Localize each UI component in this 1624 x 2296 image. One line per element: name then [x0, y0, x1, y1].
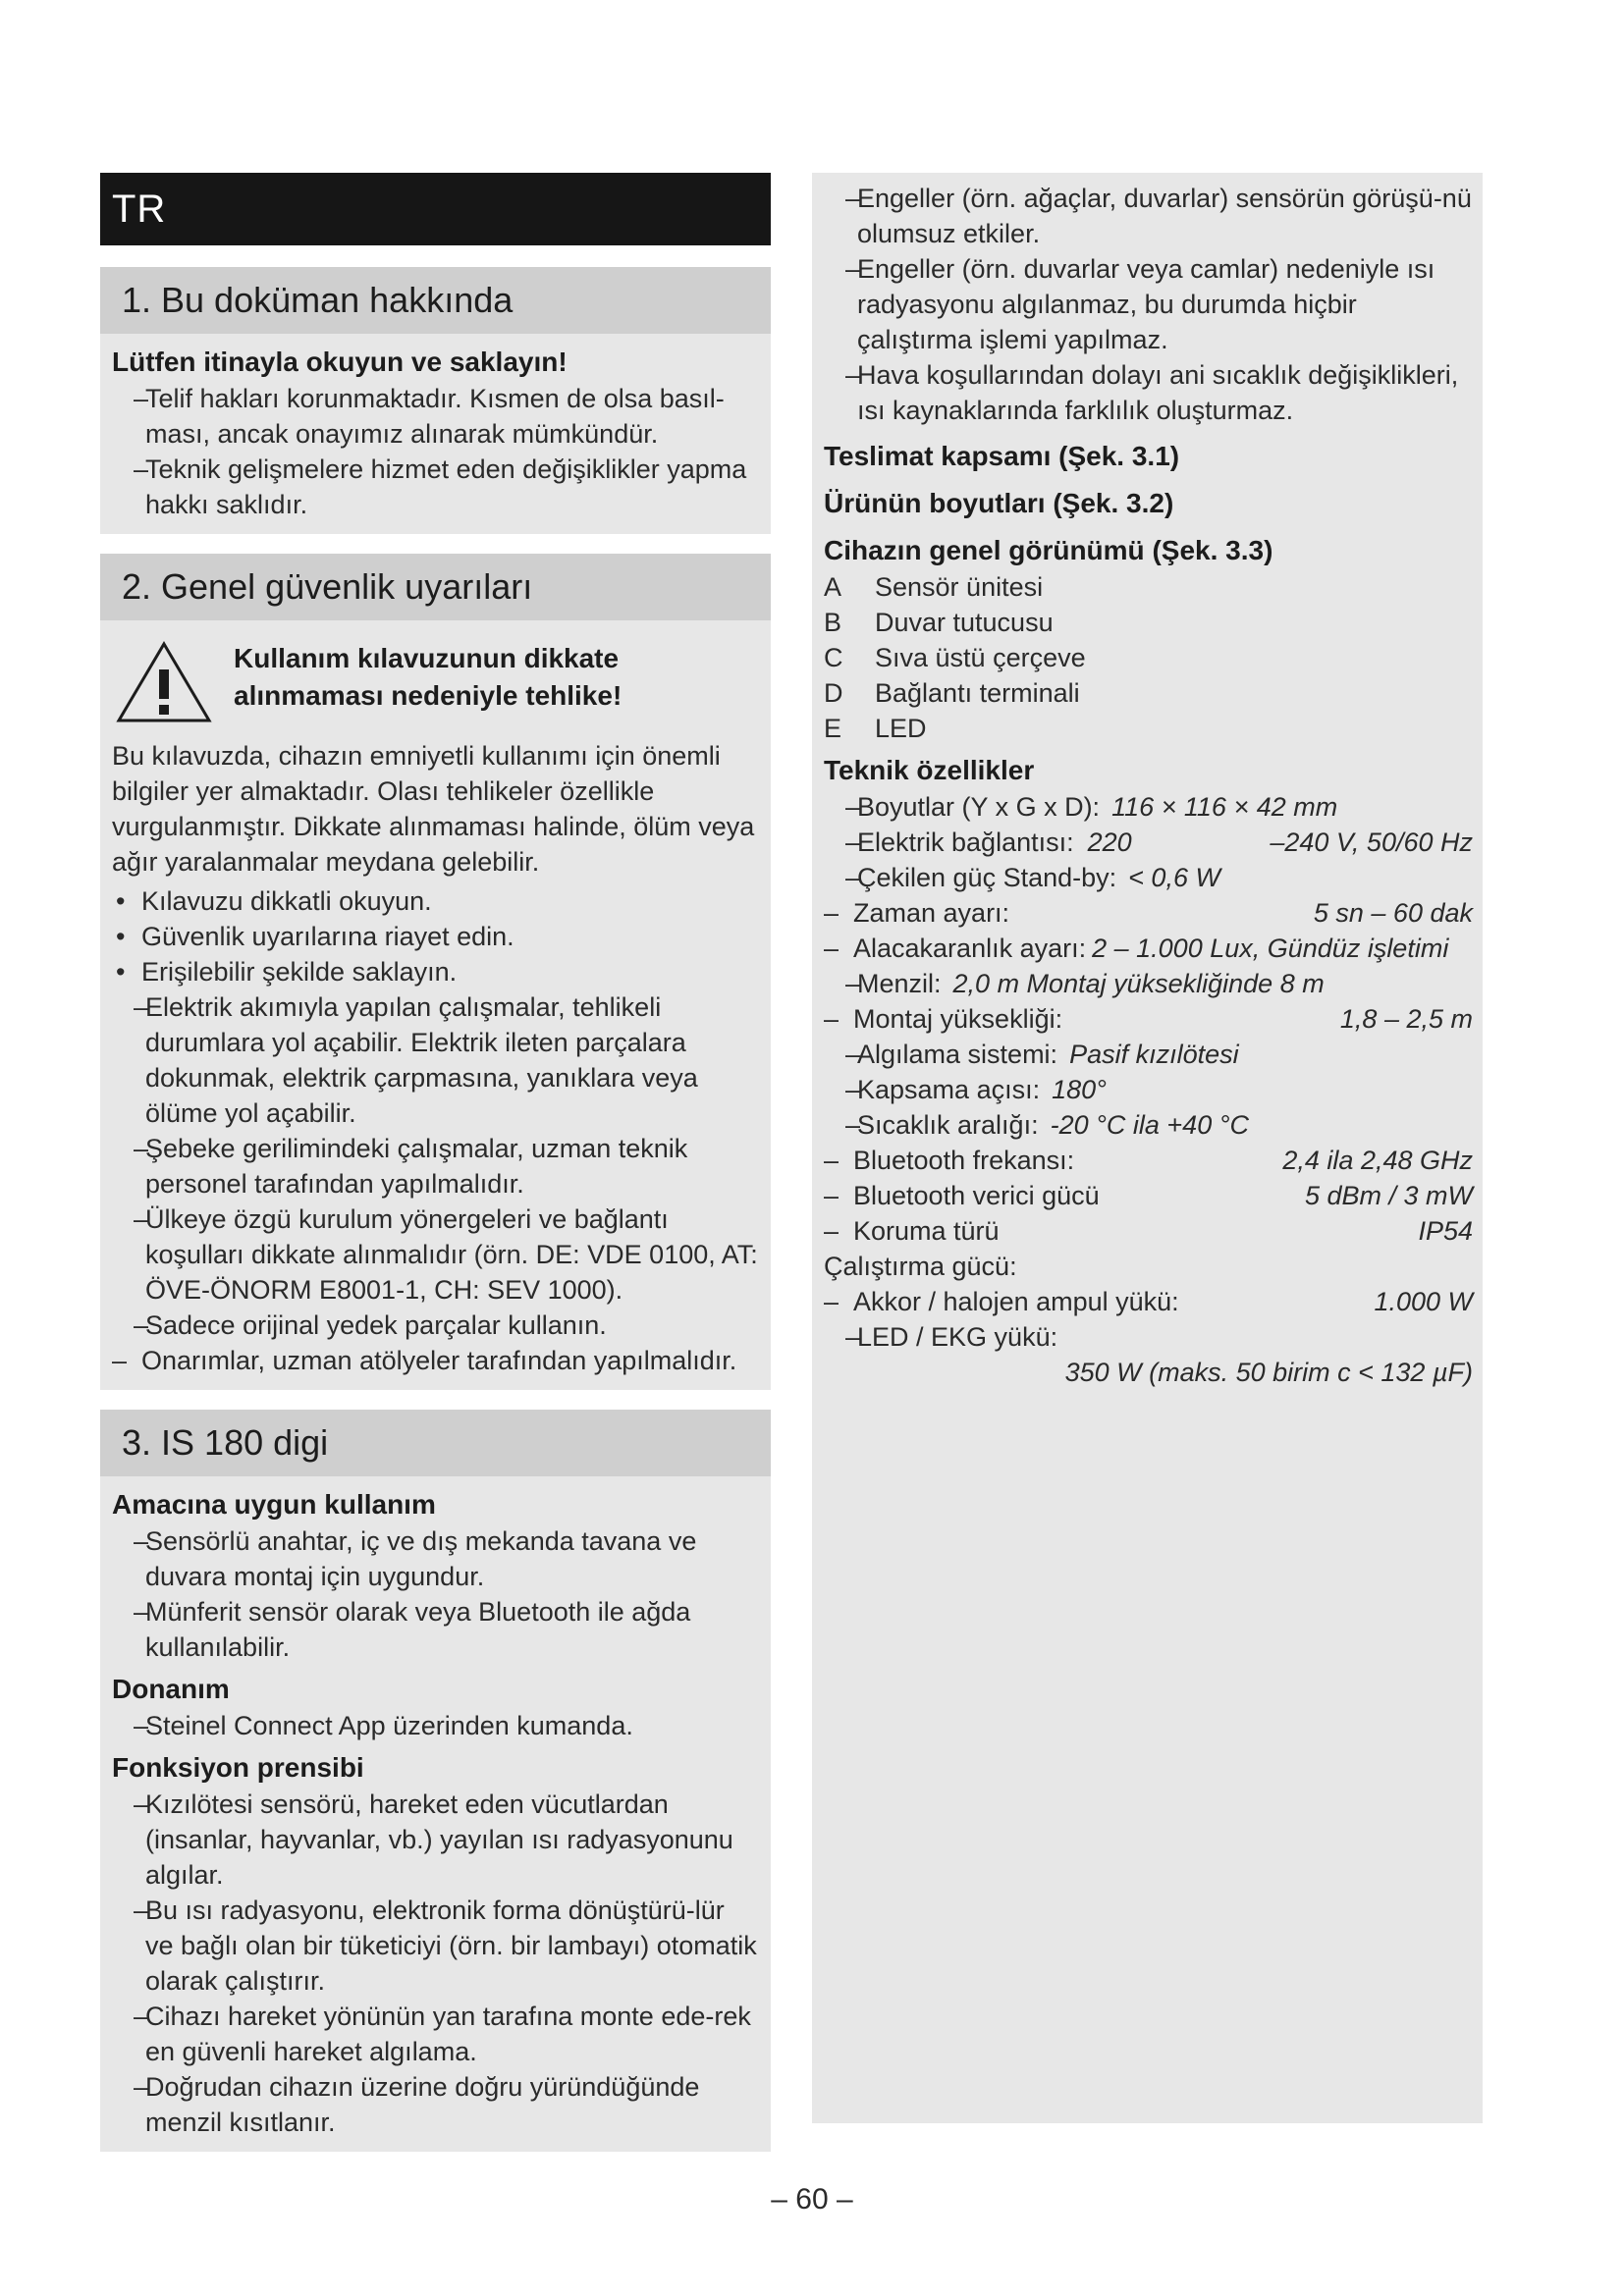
spec-row-mount-height: – Montaj yüksekliği: 1,8 – 2,5 m — [824, 1004, 1473, 1034]
section-title: 1. Bu doküman hakkında — [100, 267, 771, 334]
list-item: – Steinel Connect App üzerinden kumanda. — [134, 1711, 633, 1740]
section-safety — [100, 554, 771, 1390]
language-tag: TR — [100, 173, 771, 245]
list-item: – Elektrik akımıyla yapılan çalışmalar, tehlikeli durumlara yol açabilir. Elektrik ileten parçalara dokunmak, elektrik çarpmasına, yanıklara veya ölüme yol açabilir. — [134, 992, 698, 1128]
part-item: D Bağlantı terminali — [824, 678, 1080, 708]
subheading-delivery: Teslimat kapsamı (Şek. 3.1) — [824, 441, 1180, 471]
list-item: • Erişilebilir şekilde saklayın. — [116, 957, 458, 987]
spec-row-temperature: – Sıcaklık aralığı: -20 °C ila +40 °C — [845, 1110, 1250, 1140]
intro-paragraph: Bu kılavuzda, cihazın emniyetli kullanımı için önemli bilgiler yer almaktadır. Olası tehlikeler özellikle vurgulanmıştır. Dikkate alınmaması halinde, ölüm veya ağır yaralanmalar meydana gelebilir. — [112, 741, 755, 877]
spec-row-twilight: – Alacakaranlık ayarı: 2 – 1.000 Lux, Gündüz işletimi — [824, 934, 1449, 963]
warning-triangle-icon — [116, 640, 212, 724]
subheading: Fonksiyon prensibi — [112, 1752, 364, 1783]
list-item: – Şebeke gerilimindeki çalışmalar, uzman teknik personel tarafından yapılmalıdır. — [134, 1134, 688, 1199]
list-item: – Münferit sensör olarak veya Bluetooth ile ağda kullanılabilir. — [134, 1597, 691, 1662]
spec-heading-switching-power: Çalıştırma gücü: — [824, 1252, 1017, 1281]
right-column — [812, 173, 1483, 2123]
spec-row-standby: – Çekilen güç Stand-by: < 0,6 W — [845, 863, 1220, 892]
list-item: – Kızılötesi sensörü, hareket eden vücutlardan (insanlar, hayvanlar, vb.) yayılan ısı radyasyonunu algılar. — [134, 1789, 733, 1890]
spec-row-angle: – Kapsama açısı: 180° — [845, 1075, 1107, 1104]
subheading-overview: Cihazın genel görünümü (Şek. 3.3) — [824, 535, 1273, 565]
warning-text: Kullanım kılavuzunun dikkate alınmaması nedeniyle tehlike! — [234, 643, 623, 711]
subheading: Lütfen itinayla okuyun ve saklayın! — [112, 347, 568, 377]
spec-row-bt-frequency: – Bluetooth frekansı: 2,4 ila 2,48 GHz — [824, 1146, 1473, 1175]
list-item: – Sensörlü anahtar, iç ve dış mekanda tavana ve duvara montaj için uygundur. — [134, 1526, 697, 1591]
part-item: A Sensör ünitesi — [824, 572, 1044, 602]
subheading-dimensions: Ürünün boyutları (Şek. 3.2) — [824, 488, 1174, 518]
part-item: C Sıva üstü çerçeve — [824, 643, 1086, 672]
page-number: – 60 – — [771, 2183, 853, 2216]
spec-row-power-connection: – Elektrik bağlantısı: 220 –240 V, 50/60 Hz — [845, 828, 1473, 857]
spec-row-protection: – Koruma türü IP54 — [824, 1216, 1473, 1246]
section-product — [100, 1410, 771, 2152]
spec-row-range: – Menzil: 2,0 m Montaj yüksekliğinde 8 m — [845, 969, 1325, 998]
list-item: – Onarımlar, uzman atölyeler tarafından yapılmalıdır. — [112, 1346, 737, 1375]
spec-value-led: 350 W (maks. 50 birim c < 132 µF) — [1064, 1358, 1473, 1387]
subheading-tech-specs: Teknik özellikler — [824, 755, 1035, 785]
list-item: – Bu ısı radyasyonu, elektronik forma dönüştürü-lür ve bağlı olan bir tüketiciyi (örn. bir lambayı) otomatik olarak çalıştırır. — [134, 1896, 757, 1996]
list-item: – Doğrudan cihazın üzerine doğru yüründüğünde menzil kısıtlanır. — [134, 2072, 700, 2137]
spec-row-led: – LED / EKG yükü: — [845, 1322, 1058, 1352]
list-item: – Cihazı hareket yönünün yan tarafına monte ede-rek en güvenli hareket algılama. — [134, 2002, 751, 2066]
subheading: Amacına uygun kullanım — [112, 1489, 436, 1520]
section-title: 3. IS 180 digi — [100, 1410, 771, 1476]
subheading: Donanım — [112, 1674, 230, 1704]
list-item: – Sadece orijinal yedek parçalar kullanın. — [134, 1310, 607, 1340]
list-item: • Güvenlik uyarılarına riayet edin. — [116, 922, 514, 951]
list-item: – Engeller (örn. ağaçlar, duvarlar) sensörün görüşü-nü olumsuz etkiler. — [845, 184, 1472, 248]
part-item: B Duvar tutucusu — [824, 608, 1054, 637]
spec-row-incandescent: – Akkor / halojen ampul yükü: 1.000 W — [824, 1287, 1473, 1316]
spec-row-dimensions: – Boyutlar (Y x G x D): 116 × 116 × 42 mm — [845, 792, 1338, 822]
list-item: • Kılavuzu dikkatli okuyun. — [116, 886, 432, 916]
list-item: – Teknik gelişmelere hizmet eden değişiklikler yapma hakkı saklıdır. — [134, 454, 747, 519]
section-title: 2. Genel güvenlik uyarıları — [100, 554, 771, 620]
list-item: – Hava koşullarından dolayı ani sıcaklık değişiklikleri, ısı kaynaklarında farklılık oluşturmaz. — [845, 360, 1459, 425]
warning-block — [112, 630, 759, 738]
spec-row-bt-power: – Bluetooth verici gücü 5 dBm / 3 mW — [824, 1181, 1473, 1210]
list-item: – Engeller (örn. duvarlar veya camlar) nedeniyle ısı radyasyonu algılanmaz, bu durumda hiçbir çalıştırma işlemi yapılmaz. — [845, 254, 1435, 354]
section-about-document — [100, 267, 771, 534]
part-item: E LED — [824, 714, 927, 743]
spec-row-detection: – Algılama sistemi: Pasif kızılötesi — [845, 1040, 1239, 1069]
left-column — [100, 173, 771, 2171]
list-item: – Ülkeye özgü kurulum yönergeleri ve bağlantı koşulları dikkate alınmalıdır (örn. DE: VDE 0100, AT: ÖVE-ÖNORM E8001-1, CH: SEV 1000). — [134, 1204, 758, 1305]
spec-row-time-setting: – Zaman ayarı: 5 sn – 60 dak — [824, 898, 1473, 928]
list-item: – Telif hakları korunmaktadır. Kısmen de olsa basıl-ması, ancak onayımız alınarak mümkündür. — [134, 384, 725, 449]
